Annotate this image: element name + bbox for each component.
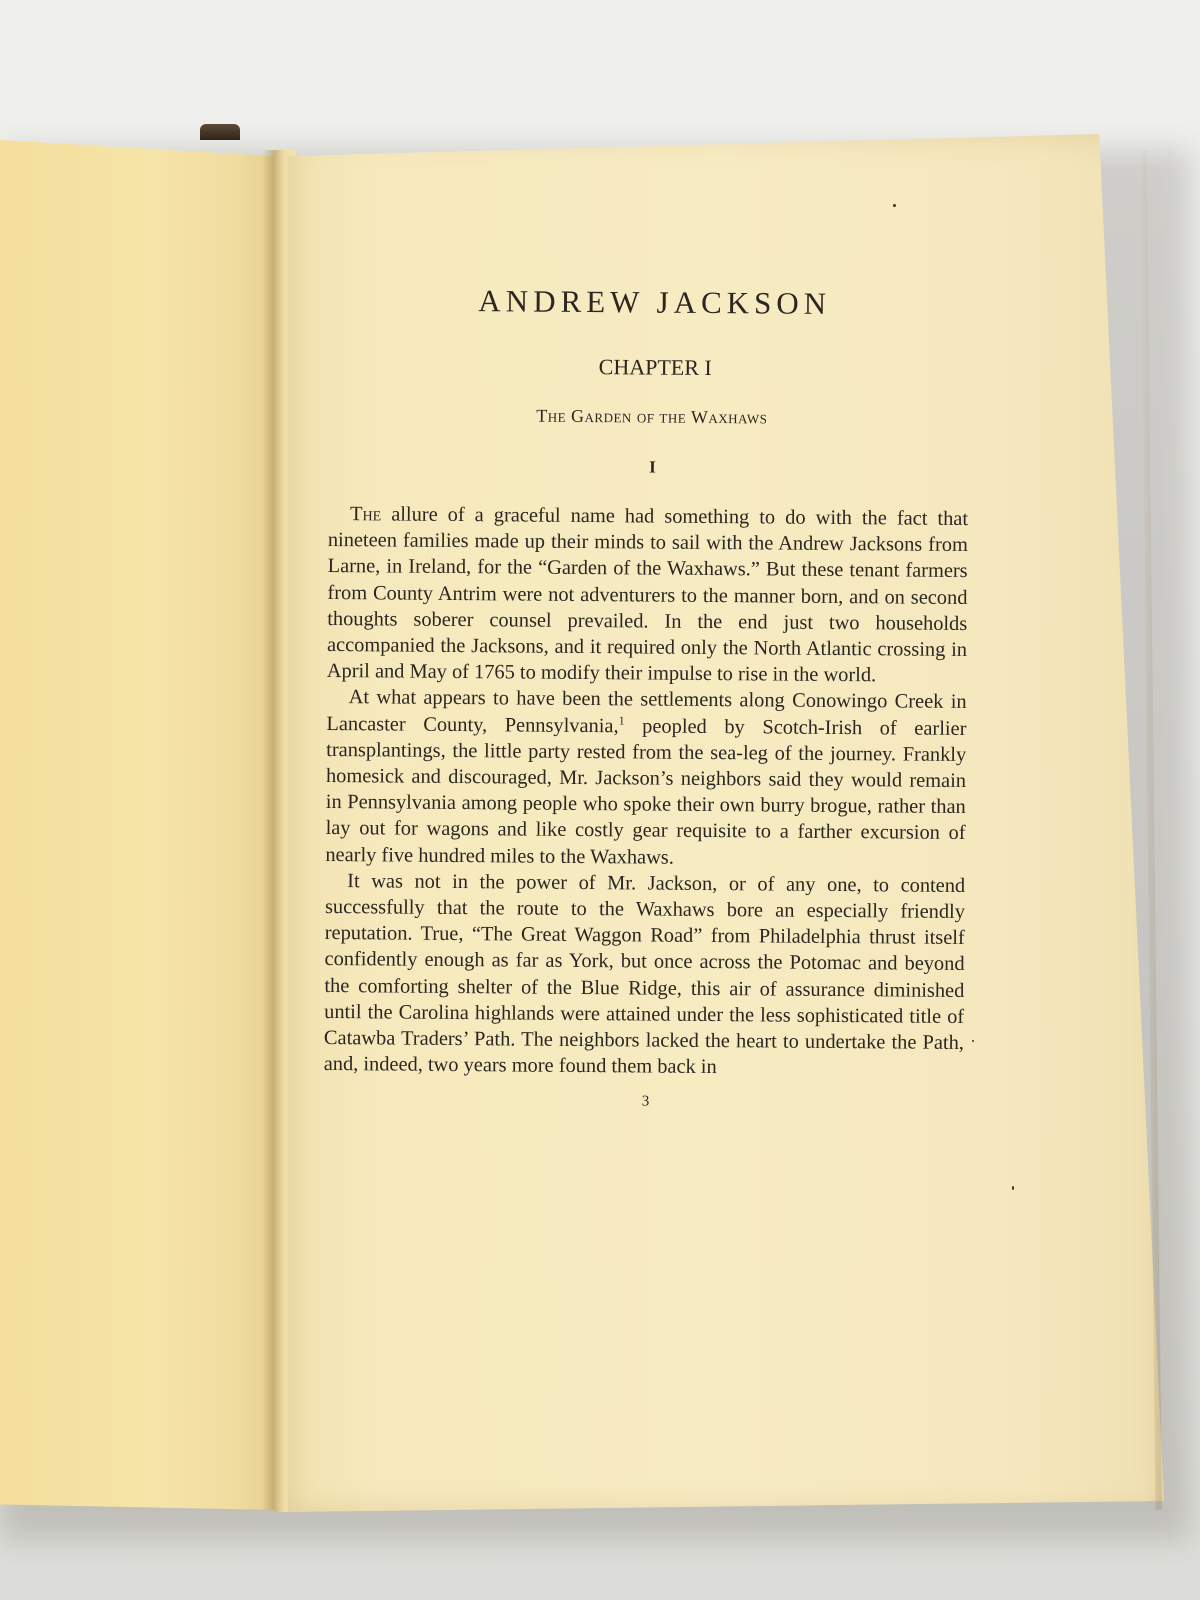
paper-speck <box>972 1040 974 1042</box>
paragraph-text: At what appears to have been the settlements along Conowingo Creek in Lancaster County, Pennsylvania, <box>326 686 967 737</box>
paper-speck <box>1012 1186 1014 1190</box>
paragraph <box>324 868 966 1083</box>
paper-speck <box>893 204 896 207</box>
page-number: 3 <box>641 1093 650 1111</box>
paragraph-text: allure of a graceful name had something to do with the fact that nineteen families made up their minds to sail with the Andrew Jacksons from Larne, in Ireland, for the “Garden of the Waxhaws.” But these tenant farmers from County Antrim were not adventurers to the manner born, and on second thoughts soberer counsel prevailed. In the end just two households accompanied the Jacksons, and it required only the North Atlantic crossing in April and May of 1765 to modify their impulse to rise in the world. <box>326 503 969 687</box>
paragraph <box>325 684 966 872</box>
book-spine <box>200 124 240 140</box>
page-text-block <box>323 270 970 1113</box>
book-title: ANDREW JACKSON <box>478 283 832 321</box>
chapter-label: CHAPTER I <box>598 354 712 381</box>
paragraph-text: It was not in the power of Mr. Jackson, or of any one, to contend successfully that the route to the Waxhaws bore an especially friendly reputation. True, “The Great Waggon Road” from Philadelphia thrust itself confidently enough as far as York, but once across the Potomac and beyond the comforting shelter of the Blue Ridge, this air of assurance diminished until the Carolina highlands were attained under the less sophisticated title of Catawba Traders’ Path. The neighbors lacked the heart to undertake the Path, and, indeed, two years more found them back in <box>323 869 966 1079</box>
section-number: I <box>649 457 656 477</box>
chapter-subtitle: The Garden of the Waxhaws <box>536 405 768 428</box>
paragraph-lead-word: The <box>349 503 382 526</box>
body-text <box>324 501 969 1082</box>
left-page <box>0 140 278 1510</box>
paragraph <box>327 501 968 689</box>
footnote-reference: 1 <box>618 713 625 728</box>
paragraph-text: peopled by Scotch-Irish of earlier transplantings, the little party rested from the sea-leg of the journey. Frankly homesick and discouraged, Mr. Jackson’s neighbors said they would remain in Pennsylvania among people who spoke their own burry brogue, rather than lay out for wagons and like costly gear requisite to a farther excursion of nearly five hundred miles to the Waxhaws. <box>325 714 967 869</box>
